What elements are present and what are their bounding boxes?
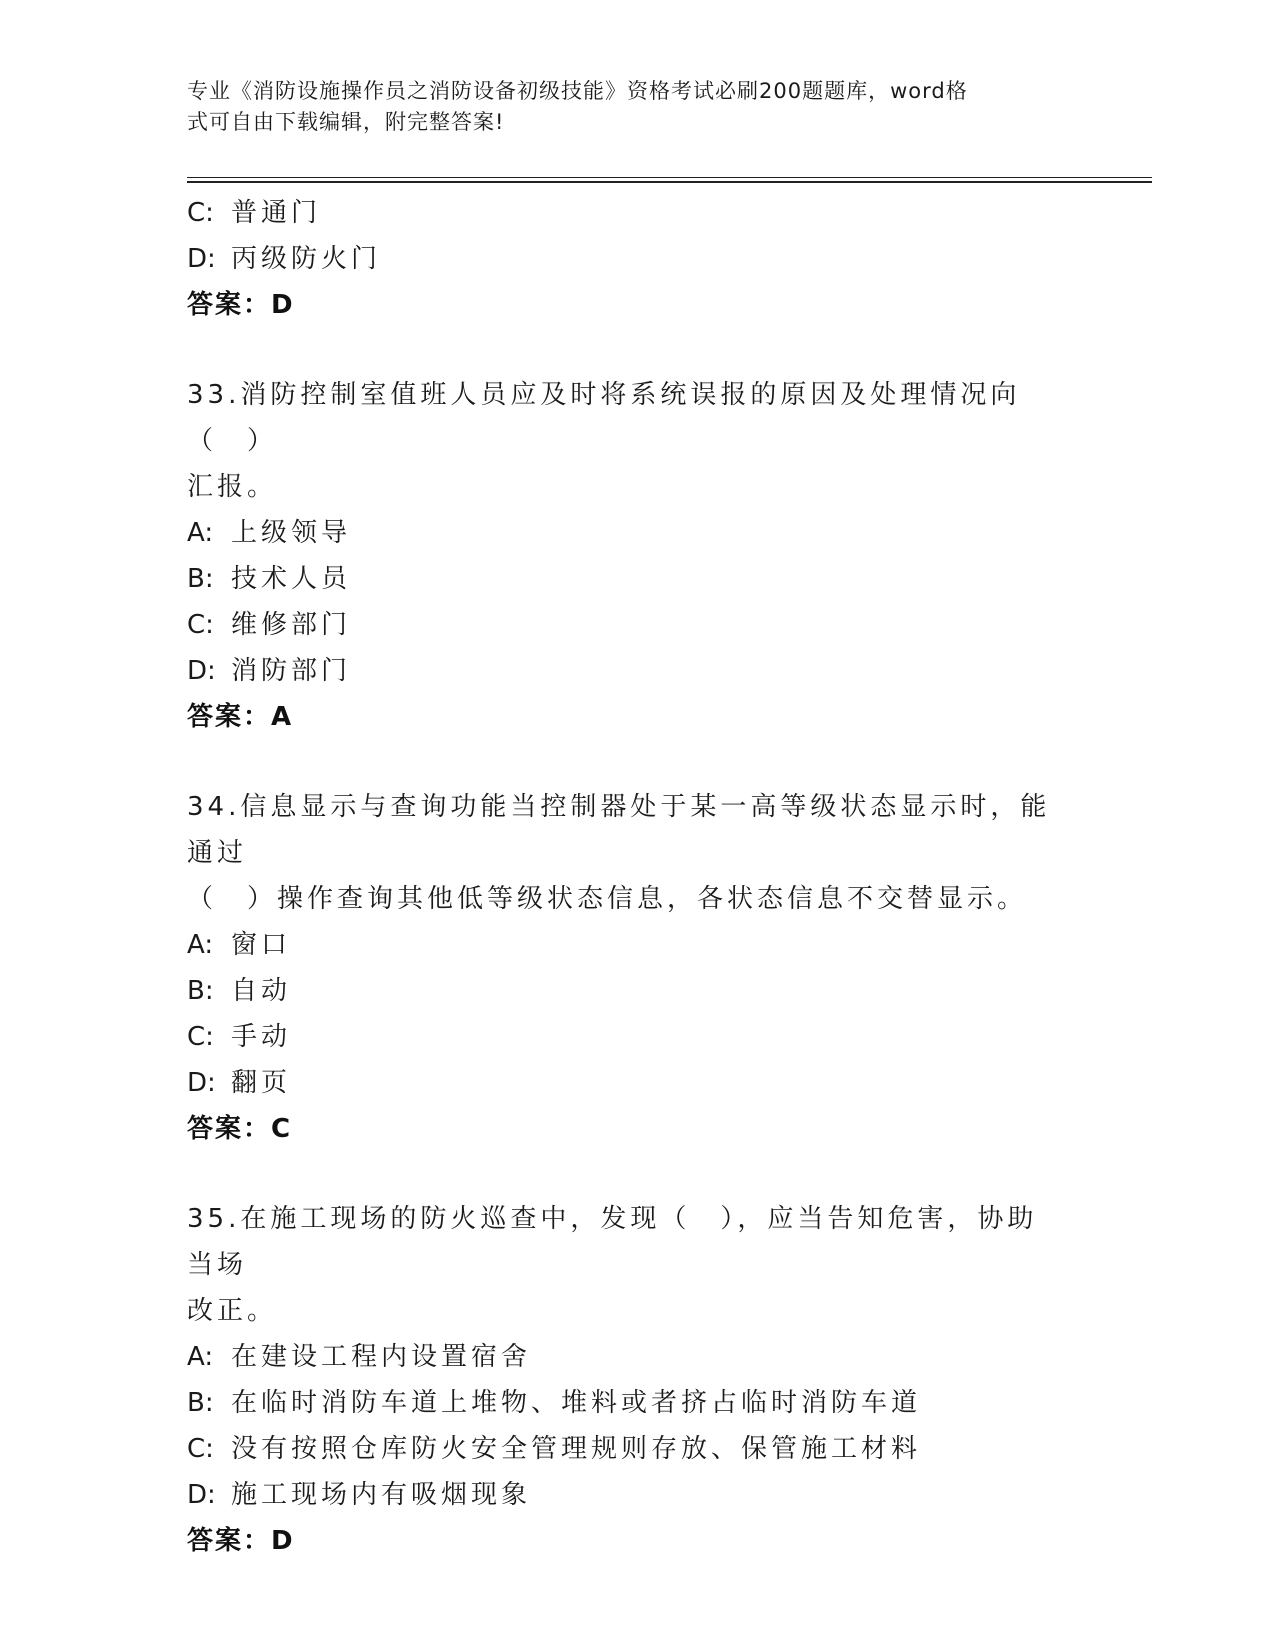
option-text: 消防部门 <box>231 656 352 686</box>
option-key: B: <box>187 976 214 1006</box>
header-line-1: 专业《消防设施操作员之消防设备初级技能》资格考试必刷200题题库，word格 <box>187 79 968 103</box>
option-text: 维修部门 <box>231 610 352 640</box>
option-text: 翻页 <box>231 1068 292 1098</box>
answer-line: 答案：D <box>187 290 295 320</box>
option-text: 窗口 <box>231 930 292 960</box>
option-key: D: <box>187 1068 216 1098</box>
answer-line: 答案：D <box>187 1526 295 1556</box>
page-header <box>187 76 1067 138</box>
option-b <box>187 1380 1087 1426</box>
question-35 <box>187 1196 1087 1564</box>
option-c <box>187 190 1087 236</box>
option-key: D: <box>187 244 216 274</box>
option-text: 施工现场内有吸烟现象 <box>231 1480 532 1510</box>
stem-line: 汇报。 <box>187 472 278 502</box>
answer-line: 答案：A <box>187 702 294 732</box>
document-body <box>187 190 1087 1564</box>
option-c <box>187 1426 1087 1472</box>
option-d <box>187 648 1087 694</box>
option-d <box>187 1060 1087 1106</box>
previous-question-tail <box>187 190 1087 328</box>
option-a <box>187 510 1087 556</box>
stem-line: 33.消防控制室值班人员应及时将系统误报的原因及处理情况向（ ） <box>187 380 1021 456</box>
option-c <box>187 1014 1087 1060</box>
question-stem <box>187 1196 1067 1334</box>
stem-line: 34.信息显示与查询功能当控制器处于某一高等级状态显示时，能通过 <box>187 792 1051 868</box>
option-d <box>187 1472 1087 1518</box>
option-c <box>187 602 1087 648</box>
option-key: A: <box>187 518 214 548</box>
option-d <box>187 236 1087 282</box>
option-key: C: <box>187 198 214 228</box>
option-b <box>187 556 1087 602</box>
option-text: 没有按照仓库防火安全管理规则存放、保管施工材料 <box>231 1434 922 1464</box>
option-key: A: <box>187 930 214 960</box>
option-a <box>187 922 1087 968</box>
option-key: D: <box>187 656 216 686</box>
option-text: 丙级防火门 <box>231 244 382 274</box>
header-divider <box>187 177 1152 183</box>
question-34 <box>187 784 1087 1152</box>
option-key: A: <box>187 1342 214 1372</box>
option-text: 技术人员 <box>231 564 352 594</box>
stem-line: 改正。 <box>187 1296 278 1326</box>
option-key: B: <box>187 564 214 594</box>
option-text: 手动 <box>231 1022 292 1052</box>
question-stem <box>187 784 1067 922</box>
question-stem <box>187 372 1067 510</box>
option-text: 在临时消防车道上堆物、堆料或者挤占临时消防车道 <box>231 1388 922 1418</box>
option-b <box>187 968 1087 1014</box>
option-key: C: <box>187 610 214 640</box>
option-key: C: <box>187 1022 214 1052</box>
option-text: 在建设工程内设置宿舍 <box>231 1342 532 1372</box>
option-a <box>187 1334 1087 1380</box>
option-text: 上级领导 <box>231 518 352 548</box>
header-line-2: 式可自由下载编辑，附完整答案! <box>187 110 505 134</box>
option-text: 自动 <box>231 976 292 1006</box>
option-key: D: <box>187 1480 216 1510</box>
question-33 <box>187 372 1087 740</box>
stem-line: （ ）操作查询其他低等级状态信息，各状态信息不交替显示。 <box>187 884 1028 914</box>
stem-line: 35.在施工现场的防火巡查中，发现（ ），应当告知危害，协助当场 <box>187 1204 1038 1280</box>
option-key: B: <box>187 1388 214 1418</box>
answer-line: 答案：C <box>187 1114 293 1144</box>
option-key: C: <box>187 1434 214 1464</box>
option-text: 普通门 <box>231 198 322 228</box>
